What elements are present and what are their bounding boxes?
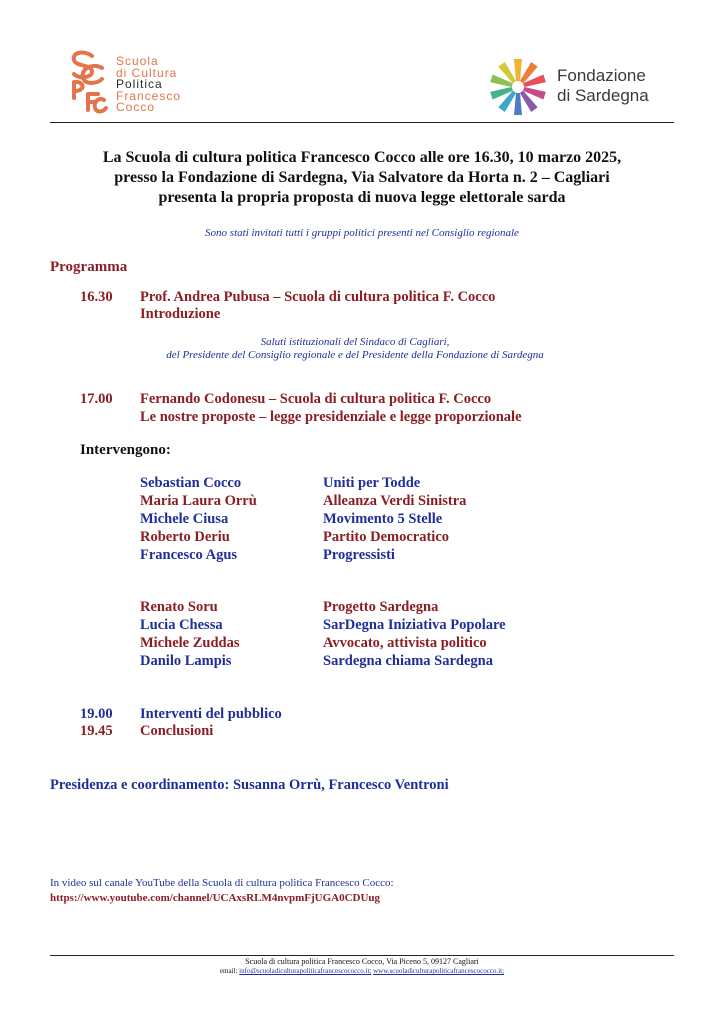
presidenza-line: Presidenza e coordinamento: Susanna Orrù, Francesco Ventroni (50, 777, 449, 793)
logo-line: Fondazione (557, 66, 646, 85)
title-line: La Scuola di cultura politica Francesco Cocco alle ore 16.30, 10 marzo 2025, (102, 149, 622, 166)
footer-email-link[interactable]: info@scuoladiculturapoliticafrancescococco.it; (239, 967, 372, 975)
intervengono-heading: Intervengono: (80, 442, 171, 458)
speaker-row (140, 599, 560, 617)
speaker-name: Sebastian Cocco (140, 475, 242, 491)
logo-line: Cocco (116, 100, 156, 115)
program-topic: Le nostre proposte – legge presidenziale e legge proporzionale (140, 409, 522, 425)
speaker-row (140, 547, 560, 565)
closing-time: 19.00 (80, 706, 113, 722)
speaker-name: Roberto Deriu (140, 529, 230, 545)
footer-website-link[interactable]: www.scuoladiculturapoliticafrancescococco.it; (373, 967, 505, 975)
speaker-name: Maria Laura Orrù (140, 493, 257, 509)
speakers-group-1 (140, 475, 560, 565)
scuola-monogram-icon (62, 48, 118, 114)
program-time: 17.00 (80, 391, 113, 407)
speaker-name: Michele Zuddas (140, 635, 240, 651)
logo-line: Scuola (116, 54, 159, 68)
invited-note: Sono stati invitati tutti i gruppi politici presenti nel Consiglio regionale (205, 227, 519, 239)
youtube-link[interactable]: https://www.youtube.com/channel/UCAxsRLM4nvpmFjUGA0CDUug (50, 892, 381, 904)
program-topic: Introduzione (140, 306, 221, 322)
speaker-row (140, 511, 560, 529)
speaker-affiliation: Alleanza Verdi Sinistra (323, 493, 467, 509)
event-title (50, 148, 674, 208)
speaker-affiliation: Avvocato, attivista politico (323, 635, 487, 651)
closing-label: Conclusioni (140, 723, 214, 739)
video-note: In video sul canale YouTube della Scuola di cultura politica Francesco Cocco: (50, 877, 394, 889)
header-divider (50, 122, 674, 123)
speaker-row (140, 529, 560, 547)
logo-line: di Cultura (116, 65, 178, 80)
title-line: presenta la propria proposta di nuova legge elettorale sarda (158, 189, 566, 206)
speaker-name: Francesco Agus (140, 547, 238, 563)
footer-address: Scuola di cultura politica Francesco Cocco, Via Piceno 5, 09127 Cagliari (245, 957, 479, 966)
speaker-affiliation: Partito Democratico (323, 529, 450, 545)
fondazione-logo-text (557, 66, 649, 106)
speaker-affiliation: Movimento 5 Stelle (323, 511, 443, 527)
program-speaker: Fernando Codonesu – Scuola di cultura politica F. Cocco (140, 391, 492, 407)
footer-contacts (50, 967, 674, 975)
program-speaker: Prof. Andrea Pubusa – Scuola di cultura politica F. Cocco (140, 289, 496, 305)
speakers-group-2 (140, 599, 560, 671)
program-time: 16.30 (80, 289, 113, 305)
saluti-line: del Presidente del Consiglio regionale e del Presidente della Fondazione di Sardegna (166, 349, 544, 361)
footer-email-label: email: (219, 967, 238, 975)
speaker-affiliation: Progetto Sardegna (323, 599, 439, 615)
speaker-row (140, 475, 560, 493)
logo-line: di Sardegna (557, 86, 649, 105)
speaker-row (140, 635, 560, 653)
footer-divider (50, 955, 674, 956)
logo-line: Francesco (116, 88, 182, 103)
speaker-name: Michele Ciusa (140, 511, 229, 527)
speaker-affiliation: SarDegna Iniziativa Popolare (323, 617, 506, 633)
logo-line: Politica (116, 77, 163, 92)
closing-label: Interventi del pubblico (140, 706, 282, 722)
speaker-row (140, 653, 560, 671)
speaker-row (140, 617, 560, 635)
speaker-name: Danilo Lampis (140, 653, 232, 669)
saluti-line: Saluti istituzionali del Sindaco di Cagliari, (260, 336, 450, 348)
speaker-row (140, 493, 560, 511)
speaker-name: Lucia Chessa (140, 617, 223, 633)
speaker-affiliation: Uniti per Todde (323, 475, 421, 491)
fondazione-star-icon (488, 57, 548, 117)
speaker-affiliation: Sardegna chiama Sardegna (323, 653, 493, 669)
speaker-name: Renato Soru (140, 599, 218, 615)
scuola-logo-text (116, 56, 181, 114)
programma-heading: Programma (50, 259, 128, 275)
speaker-affiliation: Progressisti (323, 547, 395, 563)
closing-time: 19.45 (80, 723, 113, 739)
title-line: presso la Fondazione di Sardegna, Via Salvatore da Horta n. 2 – Cagliari (114, 169, 610, 186)
fondazione-logo-mark (488, 57, 548, 117)
